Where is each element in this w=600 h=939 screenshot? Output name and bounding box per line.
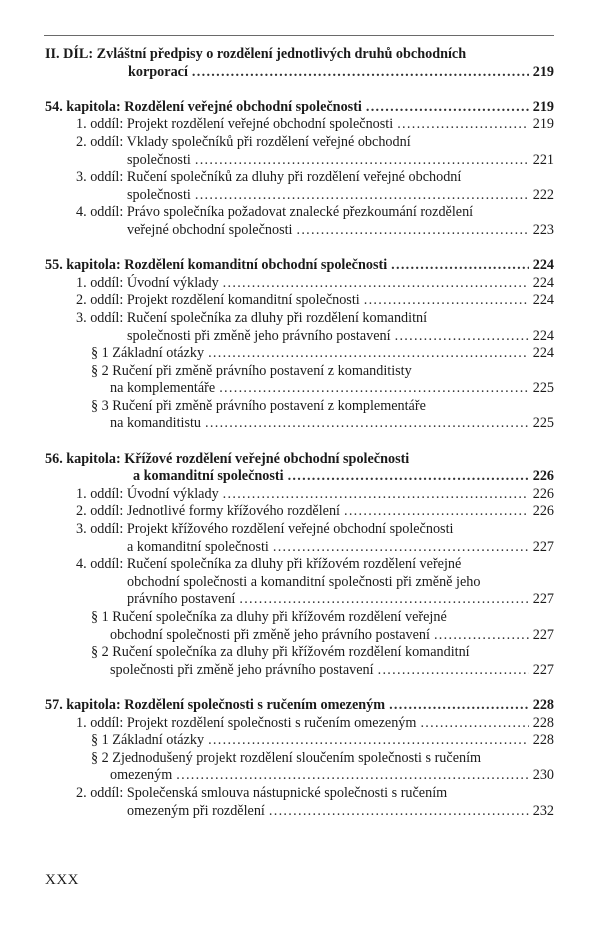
dot-leader: [223, 486, 529, 504]
dot-leader: [195, 152, 529, 170]
dot-leader: [397, 116, 529, 134]
dot-leader: [192, 64, 529, 82]
entry-title: 1. oddíl: Projekt rozdělení společnosti s ručením omezeným: [76, 714, 417, 731]
entry-row: [76, 292, 554, 310]
entry-title: omezeným při rozdělení: [127, 802, 265, 819]
toc-paragraph-entry[interactable]: [45, 363, 554, 398]
entry-title-line: II. DÍL: Zvláštní předpisy o rozdělení jednotlivých druhů obchodních: [45, 46, 467, 62]
page-number: XXX: [45, 872, 79, 888]
entry-page-number: 228: [532, 696, 554, 713]
entry-row: [76, 715, 554, 733]
entry-row: [91, 380, 554, 398]
entry-page-number: 227: [532, 661, 554, 678]
entry-title: na komplementáře: [110, 380, 216, 397]
dot-leader: [176, 767, 528, 785]
chapter-block: [45, 451, 554, 680]
entry-row: [91, 662, 554, 680]
entry-row: [76, 222, 554, 240]
entry-title: obchodní společnosti při změně jeho právního postavení: [110, 626, 430, 643]
entry-title-line: 4. oddíl: Ručení společníka za dluhy při křížovém rozdělení veřejné: [76, 556, 462, 573]
entry-title-line: 2. oddíl: Vklady společníků při rozdělení veřejné obchodní: [76, 133, 411, 150]
entry-title: 2. oddíl: Jednotlivé formy křížového rozdělení: [76, 503, 340, 520]
dot-leader: [273, 539, 529, 557]
entry-page-number: 224: [532, 274, 554, 291]
dot-leader: [391, 257, 529, 275]
toc-part-entry[interactable]: [45, 46, 554, 81]
toc-section-entry[interactable]: [45, 521, 554, 556]
entry-title: právního postavení: [127, 591, 236, 608]
entry-page-number: 219: [532, 98, 554, 115]
entry-row: [45, 468, 554, 486]
toc-section-entry[interactable]: [45, 292, 554, 310]
entry-page-number: 226: [532, 468, 554, 485]
toc-paragraph-entry[interactable]: [45, 609, 554, 644]
header-rule: [44, 35, 554, 36]
entry-title: omezeným: [110, 767, 173, 784]
toc-chapter-entry[interactable]: [45, 99, 554, 117]
entry-page-number: 227: [532, 626, 554, 643]
entry-row: [91, 767, 554, 785]
toc-chapter-entry[interactable]: [45, 451, 554, 486]
entry-title: společnosti: [127, 151, 191, 168]
toc-section-entry[interactable]: [45, 204, 554, 239]
entry-title: § 1 Základní otázky: [91, 732, 205, 749]
entry-title: 57. kapitola: Rozdělení společnosti s ručením omezeným: [45, 696, 386, 713]
dot-leader: [344, 503, 529, 521]
part-block: [45, 46, 554, 81]
dot-leader: [378, 662, 529, 680]
entry-title-line: 2. oddíl: Společenská smlouva nástupnické společnosti s ručením: [76, 784, 448, 801]
entry-title: 1. oddíl: Úvodní výklady: [76, 274, 219, 291]
entry-title: 54. kapitola: Rozdělení veřejné obchodní společnosti: [45, 98, 362, 115]
entry-title-line: 3. oddíl: Ručení společníků za dluhy při rozdělení veřejné obchodní: [76, 169, 462, 186]
entry-row: [76, 591, 554, 609]
entry-title: a komanditní společnosti: [127, 538, 269, 555]
toc-section-entry[interactable]: [45, 275, 554, 293]
dot-leader: [195, 187, 529, 205]
dot-leader: [395, 328, 529, 346]
entry-page-number: 225: [532, 380, 554, 397]
toc-section-entry[interactable]: [45, 134, 554, 169]
dot-leader: [269, 803, 529, 821]
entry-title-line: 3. oddíl: Ručení společníka za dluhy při rozdělení komanditní: [76, 309, 428, 326]
entry-title-line: obchodní společnosti a komanditní společnosti při změně jeho: [127, 573, 481, 590]
entry-page-number: 224: [532, 345, 554, 362]
dot-leader: [239, 591, 528, 609]
toc-section-entry[interactable]: [45, 715, 554, 733]
dot-leader: [364, 292, 529, 310]
toc-paragraph-entry[interactable]: [45, 732, 554, 750]
entry-title: společnosti: [127, 186, 191, 203]
entry-page-number: 226: [532, 503, 554, 520]
entry-title: 55. kapitola: Rozdělení komanditní obchodní společnosti: [45, 257, 388, 274]
entry-row: [45, 99, 554, 117]
entry-page-number: 224: [532, 292, 554, 309]
dot-leader: [219, 380, 529, 398]
dot-leader: [208, 345, 529, 363]
dot-leader: [223, 275, 529, 293]
dot-leader: [389, 697, 529, 715]
entry-title-line: § 2 Ručení při změně právního postavení z komanditisty: [91, 362, 412, 379]
entry-page-number: 232: [532, 802, 554, 819]
toc-section-entry[interactable]: [45, 785, 554, 820]
entry-page-number: 219: [532, 63, 554, 80]
dot-leader: [420, 715, 528, 733]
dot-leader: [208, 732, 529, 750]
entry-title: korporací: [128, 63, 188, 80]
entry-title: 2. oddíl: Projekt rozdělení komanditní společnosti: [76, 292, 360, 309]
chapter-block: [45, 99, 554, 240]
entry-row: [45, 64, 554, 82]
dot-leader: [366, 99, 529, 117]
entry-row: [76, 486, 554, 504]
entry-row: [76, 152, 554, 170]
entry-title-line: § 2 Ručení společníka za dluhy při křížovém rozdělení komanditní: [91, 644, 470, 661]
toc-section-entry[interactable]: [45, 310, 554, 345]
entry-title-line: § 2 Zjednodušený projekt rozdělení sloučením společnosti s ručením: [91, 749, 482, 766]
entry-page-number: 228: [532, 714, 554, 731]
entry-row: [91, 627, 554, 645]
toc-section-entry[interactable]: [45, 486, 554, 504]
entry-page-number: 221: [532, 151, 554, 168]
toc-paragraph-entry[interactable]: [45, 398, 554, 433]
entry-row: [76, 328, 554, 346]
entry-page-number: 223: [532, 221, 554, 238]
table-of-contents: [45, 46, 554, 838]
entry-row: [76, 275, 554, 293]
toc-section-entry[interactable]: [45, 503, 554, 521]
entry-row: [76, 187, 554, 205]
dot-leader: [288, 468, 529, 486]
toc-chapter-entry[interactable]: [45, 257, 554, 275]
toc-chapter-entry[interactable]: [45, 697, 554, 715]
entry-title: a komanditní společnosti: [133, 468, 284, 485]
entry-page-number: 224: [532, 257, 554, 274]
chapter-block: [45, 697, 554, 820]
entry-title-line: § 1 Ručení společníka za dluhy při křížovém rozdělení veřejné: [91, 609, 447, 625]
entry-title: 1. oddíl: Úvodní výklady: [76, 485, 219, 502]
entry-row: [76, 503, 554, 521]
entry-page-number: 227: [532, 538, 554, 555]
entry-title-line: 3. oddíl: Projekt křížového rozdělení veřejné obchodní společnosti: [76, 521, 454, 538]
entry-title-line: 4. oddíl: Právo společníka požadovat znalecké přezkoumání rozdělení: [76, 204, 474, 221]
entry-page-number: 224: [532, 327, 554, 344]
entry-page-number: 222: [532, 186, 554, 203]
toc-section-entry[interactable]: [45, 556, 554, 609]
dot-leader: [296, 222, 528, 240]
dot-leader: [205, 415, 529, 433]
toc-paragraph-entry[interactable]: [45, 644, 554, 679]
entry-page-number: 228: [532, 732, 554, 749]
entry-row: [91, 415, 554, 433]
entry-row: [76, 539, 554, 557]
toc-paragraph-entry[interactable]: [45, 345, 554, 363]
entry-title: veřejné obchodní společnosti: [127, 221, 293, 238]
entry-row: [45, 697, 554, 715]
entry-title: 1. oddíl: Projekt rozdělení veřejné obchodní společnosti: [76, 116, 394, 133]
entry-page-number: 219: [532, 116, 554, 133]
entry-page-number: 225: [532, 415, 554, 432]
entry-title: § 1 Základní otázky: [91, 345, 205, 362]
entry-row: [76, 116, 554, 134]
entry-title: na komanditistu: [110, 415, 202, 432]
toc-section-entry[interactable]: [45, 116, 554, 134]
entry-row: [45, 257, 554, 275]
entry-page-number: 230: [532, 767, 554, 784]
entry-row: [91, 345, 554, 363]
toc-section-entry[interactable]: [45, 169, 554, 204]
chapter-block: [45, 257, 554, 433]
entry-title: společnosti při změně jeho právního postavení: [110, 661, 374, 678]
entry-title-line: 56. kapitola: Křížové rozdělení veřejné obchodní společnosti: [45, 450, 410, 467]
entry-page-number: 226: [532, 485, 554, 502]
dot-leader: [434, 627, 529, 645]
entry-row: [91, 732, 554, 750]
entry-row: [76, 803, 554, 821]
toc-paragraph-entry[interactable]: [45, 750, 554, 785]
entry-page-number: 227: [532, 591, 554, 608]
entry-title: společnosti při změně jeho právního postavení: [127, 327, 391, 344]
entry-title-line: § 3 Ručení při změně právního postavení z komplementáře: [91, 397, 426, 414]
